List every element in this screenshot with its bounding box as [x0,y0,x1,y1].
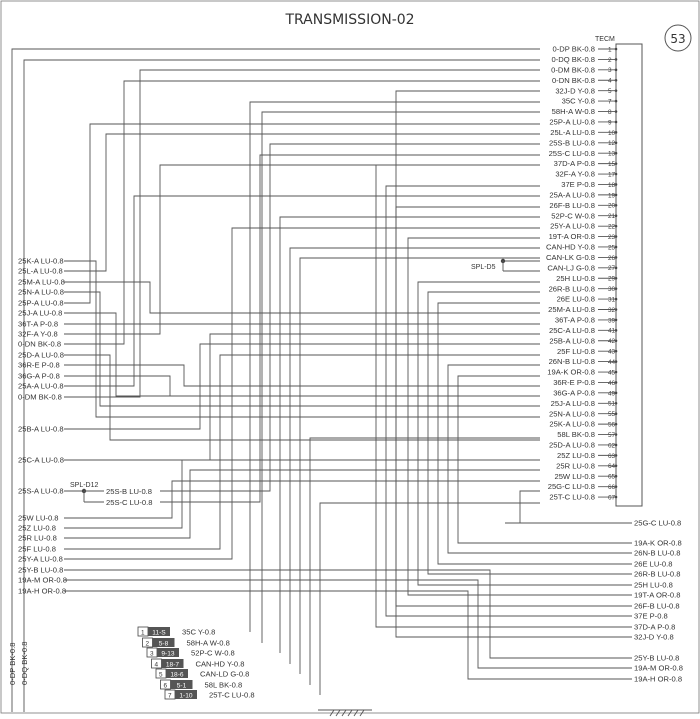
pin-number: 44 [608,359,616,366]
pin-wire-label: 37D-A P-0.8 [553,159,595,169]
inline-tag [143,638,230,648]
pin-wire-label: CAN-LK G-0.8 [546,253,595,262]
tag-code: 9-13 [161,650,175,658]
left-wire-label: 25S-A LU-0.8 [18,486,64,496]
pin-number: 45 [608,369,616,377]
pin-number: 31 [608,296,616,304]
left-wire-label: 25F LU-0.8 [18,544,56,554]
pin-wire-label: 26N-B LU-0.8 [548,357,595,367]
pin-number: 51 [608,400,616,408]
left-wire-label: 32F-A Y-0.8 [18,329,58,339]
wire [82,165,540,334]
left-wire-label: 25W LU-0.8 [18,513,59,523]
pin-number: 26 [608,254,616,262]
tag-number: 4 [154,661,159,669]
splice-d12-label: SPL-D12 [70,482,99,489]
pin-number: 5 [608,88,612,96]
pin-number: 7 [608,98,612,106]
pin-wire-label: 36G-A P-0.8 [553,388,595,398]
tag-code: 5-1 [176,682,187,690]
pin-wire-label: 25G-C LU-0.8 [547,482,595,492]
left-wire-label: 25A-A LU-0.8 [18,381,64,391]
pin-wire-label: 25C-A LU-0.8 [548,325,595,335]
pin-number: 30 [608,286,616,294]
right-wire-label: 19A-M OR-0.8 [634,663,683,673]
splice-d12-wire2: 25S-C LU-0.8 [106,498,153,507]
pin-number: 18 [608,181,616,189]
connector-pins [546,45,617,502]
inline-tag [152,659,245,669]
left-wire-label: 19A-M OR-0.8 [18,575,67,585]
tag-wire-label: 52P-C W-0.8 [191,648,235,658]
tag-code: 1-10 [179,692,193,700]
pin-number: 63 [608,452,616,460]
pin-wire-label: 58H-A W-0.8 [551,107,595,117]
pin-wire-label: 0-DM BK-0.8 [551,65,595,75]
splice-d5-label: SPL-D5 [471,264,496,271]
pin-wire-label: 25H LU-0.8 [556,273,595,283]
pin-number: 12 [608,140,616,148]
page-number-badge [665,25,691,51]
wire [438,303,540,564]
wire [505,491,540,523]
pin-number: 2 [608,56,612,64]
pin-wire-label: 25K-A LU-0.8 [549,419,595,429]
splice-d12-wire1: 25S-B LU-0.8 [106,487,153,496]
wire [82,580,505,668]
wire [82,344,540,429]
tag-number: 2 [145,640,150,648]
pin-number: 23 [608,233,616,241]
inline-tag [156,669,249,679]
wire [82,196,540,386]
wire [300,258,540,674]
left-wire-label: 25K-A LU-0.8 [18,256,64,266]
pin-wire-label: 25M-A LU-0.8 [548,305,595,315]
wires [12,49,632,695]
inline-tag [161,680,243,690]
pin-number: 64 [608,463,616,471]
pin-number: 43 [608,348,616,356]
pin-wire-label: 32F-A Y-0.8 [555,169,595,179]
right-wire-label: 37E P-0.8 [634,611,668,621]
wire [24,60,540,612]
left-wire-label: 25P-A LU-0.8 [18,298,64,308]
tag-wire-label: CAN-HD Y-0.8 [195,659,245,669]
pin-number: 9 [608,119,612,127]
pin-number: 32 [608,306,616,314]
left-wire-label: 0-DN BK-0.8 [18,339,62,349]
right-wire-label: 32J-D Y-0.8 [634,632,674,642]
tag-number: 7 [168,692,172,700]
pin-wire-label: 25S-C LU-0.8 [548,148,595,158]
right-wire-label: 19A-H OR-0.8 [634,674,683,684]
pin-number: 22 [608,223,616,231]
left-wire-label: 25Z LU-0.8 [18,523,56,533]
wire [458,376,540,543]
wire [82,282,540,313]
left-wire-label: 36T-A P-0.8 [18,319,59,329]
left-wire-label: 25N-A LU-0.8 [18,287,65,297]
tag-wire-label: 25T-C LU-0.8 [209,690,255,700]
wire [82,261,540,417]
left-wire-labels [18,257,67,596]
pin-number: 17 [608,171,616,179]
pin-wire-label: 25F LU-0.8 [557,346,595,356]
bottom-labels [8,612,29,712]
right-wire-label: 19T-A OR-0.8 [634,590,681,600]
tag-wire-label: CAN-LD G-0.8 [200,669,250,679]
wire [82,355,540,440]
tag-number: 3 [150,650,154,658]
left-wire-label: 25Y-B LU-0.8 [18,565,64,575]
pin-wire-label: 52P-C W-0.8 [551,211,595,221]
pin-wire-label: 25T-C LU-0.8 [549,492,595,502]
pin-wire-label: 58L BK-0.8 [557,430,595,440]
right-wire-labels [634,519,683,684]
pin-wire-label: 36R-E P-0.8 [553,378,595,388]
pin-wire-label: 25Z LU-0.8 [557,450,595,460]
wire [418,282,540,585]
right-wire-label: 26E LU-0.8 [634,559,673,569]
right-wire-label: 19A-K OR-0.8 [634,538,682,548]
pin-number: 49 [608,390,616,398]
tag-wire-label: 35C Y-0.8 [182,627,216,637]
bottom-label-1: 0-DQ BK-0.8 [20,641,29,685]
pin-wire-label: 25B-A LU-0.8 [549,336,595,346]
pin-number: 42 [608,338,616,346]
pin-wire-label: 25S-B LU-0.8 [548,138,595,148]
pin-number: 46 [608,379,616,387]
inline-tag [147,648,235,658]
left-wire-label: 25R LU-0.8 [18,533,57,543]
left-wire-label: 36G-A P-0.8 [18,371,60,381]
pin-wire-label: 25W LU-0.8 [554,471,595,481]
pin-wire-label: 37E P-0.8 [561,180,595,190]
wire [82,70,540,397]
right-wire-label: 37D-A P-0.8 [634,622,676,632]
pin-number: 66 [608,484,616,492]
right-wire-label: 26R-B LU-0.8 [634,569,681,579]
pin-wire-label: 26F-B LU-0.8 [549,200,595,210]
bottom-label-0: 0-DP BK-0.8 [8,642,17,685]
pin-number: 21 [608,213,616,221]
wire [290,248,540,664]
pin-wire-label: 19A-K OR-0.8 [547,367,595,377]
pin-number: 56 [608,421,616,429]
pin-number: 65 [608,473,616,481]
wire [250,102,540,632]
inline-connector-tags [138,627,255,700]
pin-number: 15 [608,161,616,169]
wire [82,81,540,344]
tag-wire-label: 58H-A W-0.8 [186,638,230,648]
splice-d5 [471,259,505,271]
pin-number: 62 [608,442,616,450]
wire [82,124,540,303]
pin-wire-label: 19T-A OR-0.8 [548,232,595,242]
right-wire-label: 25H LU-0.8 [634,580,673,590]
wire [82,365,540,386]
inline-tag [138,627,215,637]
pin-wire-label: CAN-LJ G-0.8 [547,263,595,273]
pin-wire-label: CAN-HD Y-0.8 [546,242,595,252]
left-wire-label: 25Y-A LU-0.8 [18,554,63,564]
left-wire-label: 25J-A LU-0.8 [18,308,63,318]
tag-number: 5 [159,671,163,679]
pin-number: 8 [608,108,612,116]
wire [448,365,540,553]
pin-wire-label: 25D-A LU-0.8 [548,440,595,450]
wire [82,334,540,460]
page-number: 53 [670,32,686,46]
pin-number: 25 [608,244,616,252]
connector-name: TECM [595,36,615,43]
tag-code: 11-S [152,629,166,637]
wire [82,355,540,549]
right-wire-label: 26N-B LU-0.8 [634,548,681,558]
wire [310,438,540,685]
tag-number: 6 [163,682,168,690]
pin-number: 20 [608,202,616,210]
left-wire-label: 25B-A LU-0.8 [18,424,64,434]
pin-wire-label: 26R-B LU-0.8 [548,284,595,294]
right-wire-label: 26F-B LU-0.8 [634,601,680,611]
inline-tag [165,690,255,700]
wire [262,112,540,643]
pin-number: 3 [608,67,612,75]
splice-d12 [70,482,152,507]
pin-wire-label: 25J-A LU-0.8 [550,398,595,408]
left-wire-label: 25D-A LU-0.8 [18,350,65,360]
wire [82,292,540,406]
pin-wire-label: 26E LU-0.8 [556,294,595,304]
pin-number: 13 [608,150,616,158]
left-wire-label: 0-DM BK-0.8 [18,392,62,402]
pin-wire-label: 0-DQ BK-0.8 [551,55,595,65]
wire [82,313,540,396]
pin-number: 29 [608,275,616,283]
pin-wire-label: 25N-A LU-0.8 [548,409,595,419]
pin-wire-label: 25A-A LU-0.8 [549,190,595,200]
pin-number: 67 [608,494,616,502]
pin-number: 19 [608,192,616,200]
pin-number: 4 [608,77,612,85]
right-wire-label: 25Y-B LU-0.8 [634,653,680,663]
pin-number: 55 [608,411,616,419]
pin-wire-label: 32J-D Y-0.8 [555,86,595,96]
left-wire-label: 25L-A LU-0.8 [18,266,63,276]
pin-number: 10 [608,129,616,137]
tag-code: 18-6 [170,671,184,679]
tag-code: 18-7 [165,661,180,669]
right-wire-label: 25G-C LU-0.8 [634,518,682,528]
pin-number: 57 [608,431,616,439]
pin-wire-label: 25L-A LU-0.8 [550,127,595,137]
pin-wire-label: 25P-A LU-0.8 [549,117,595,127]
tag-code: 5-8 [158,640,169,648]
left-wire-label: 25C-A LU-0.8 [18,455,65,465]
pin-number: 1 [608,46,612,54]
tecm-connector [595,36,642,506]
left-wire-label: 36R-E P-0.8 [18,360,60,370]
pin-wire-label: 0-DN BK-0.8 [551,75,595,85]
left-wire-label: 25M-A LU-0.8 [18,277,65,287]
pin-wire-label: 25Y-A LU-0.8 [550,221,595,231]
tag-wire-label: 58L BK-0.8 [204,680,243,690]
pin-wire-label: 0-DP BK-0.8 [552,44,595,54]
wire [386,186,540,616]
wire [82,228,540,559]
wire [320,503,540,695]
pin-wire-label: 35C Y-0.8 [561,96,595,106]
pin-number: 27 [608,265,616,273]
pin-wire-label: 36T-A P-0.8 [554,315,595,325]
pin-number: 39 [608,317,616,325]
pin-wire-label: 25R LU-0.8 [556,461,595,471]
page-title: TRANSMISSION-02 [285,12,415,28]
left-wire-label: 19A-H OR-0.8 [18,586,67,596]
pin-number: 41 [608,327,616,335]
tag-number: 1 [141,629,145,637]
